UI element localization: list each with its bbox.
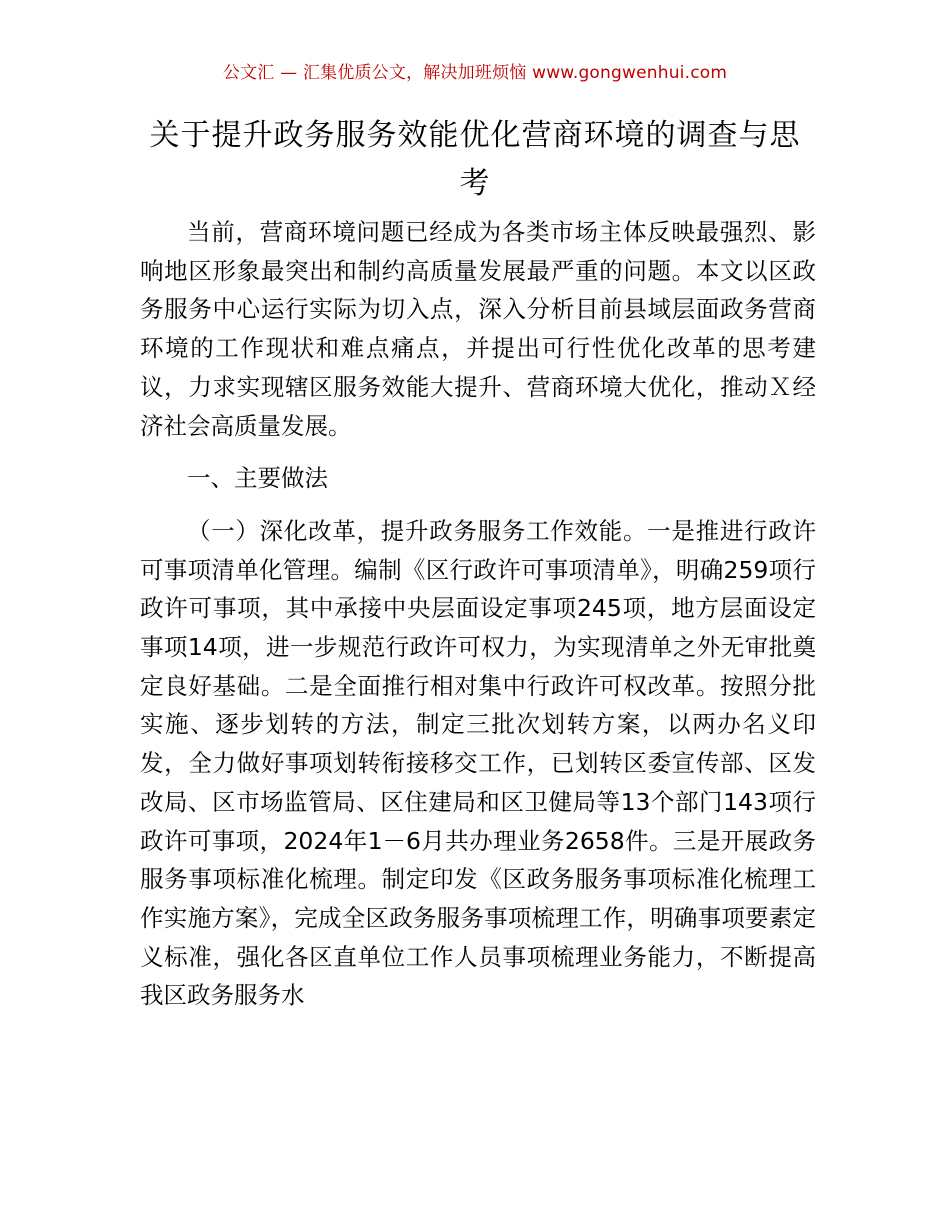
section-heading-main-practices: 一、主要做法 [187,464,328,493]
document-body [140,213,816,1015]
intro-paragraph: 当前，营商环境问题已经成为各类市场主体反映最强烈、影响地区形象最突出和制约高质量发展最严重的问题。本文以区政务服务中心运行实际为切入点，深入分析目前县域层面政务营商环境的工作现状和难点痛点，并提出可行性优化改革的思考建议，力求实现辖区服务效能大提升、营商环境大优化，推动Ｘ经济社会高质量发展。 [140,218,816,440]
header-watermark-link[interactable]: 公文汇 — 汇集优质公文，解决加班烦恼 www.gongwenhui.com [222,63,728,83]
document-title: 关于提升政务服务效能优化营商环境的调查与思考 [149,118,801,201]
subsection-paragraph-1: （一）深化改革，提升政务服务工作效能。一是推进行政许可事项清单化管理。编制《区行政许可事项清单》，明确259项行政许可事项，其中承接中央层面设定事项245项，地方层面设定事项14项，进一步规范行政许可权力，为实现清单之外无审批奠定良好基础。二是全面推行相对集中行政许可权改革。按照分批实施、逐步划转的方法，制定三批次划转方案，以两办名义印发，全力做好事项划转衔接移交工作，已划转区委宣传部、区发改局、区市场监管局、区住建局和区卫健局等13个部门143项行政许可事项，2024年1－6月共办理业务2658件。三是开展政务服务事项标准化梳理。制定印发《区政务服务事项标准化梳理工作实施方案》，完成全区政务服务事项梳理工作，明确事项要素定义标准，强化各区直单位工作人员事项梳理业务能力，不断提高我区政务服务水 [140,516,816,1010]
